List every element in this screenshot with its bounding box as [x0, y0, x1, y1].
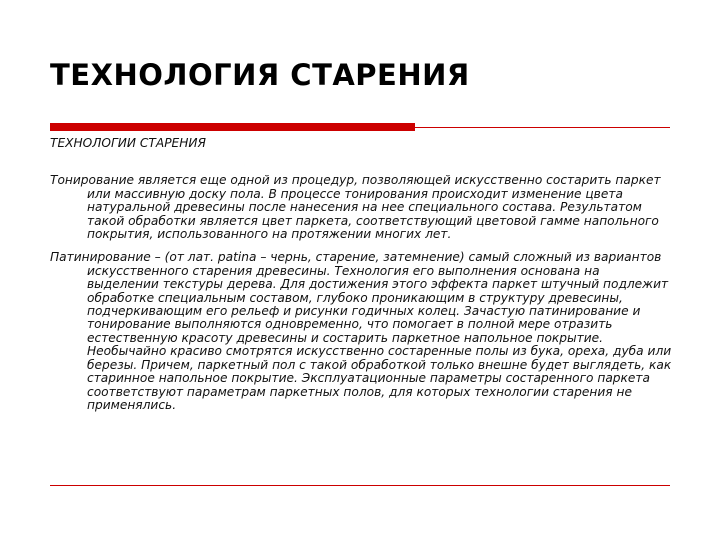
paragraph-patination: Патинирование – (от лат. patina – чернь, старение, затемнение) самый сложный из вариантов искусственного старения древесины. Технология его выполнения основана на выделении текстуры дерева. Для достижения этого эффекта паркет штучный подлежит обработке специальным составом, глубоко проникающим в структуру древесины, подчеркивающим его рельеф и рисунки годичных колец. Зачастую патинирование и тонирование выполняются одновременно, что помогает в полной мере отразить естественную красоту древесины и состарить паркетное напольное покрытие. Необычайно красиво смотрятся искусственно состаренные полы из бука, ореха, дуба или березы. Причем, паркетный пол с такой обработкой только внешне будет выглядеть, как старинное напольное покрытие. Эксплуатационные параметры состаренного паркета соответствуют параметрам паркетных полов, для которых технологии старения не применялись. — [50, 250, 672, 412]
slide-title: ТЕХНОЛОГИЯ СТАРЕНИЯ — [50, 58, 470, 92]
bottom-divider — [50, 485, 670, 486]
slide-content — [50, 137, 675, 412]
paragraph-toning: Тонирование является еще одной из процедур, позволяющей искусственно состарить паркет или массивную доску пола. В процессе тонирования происходит изменение цвета натуральной древесины после нанесения на нее специального состава. Результатом такой обработки является цвет паркета, соответствующий цветовой гамме напольного покрытия, использованного на протяжении многих лет. — [50, 173, 661, 242]
title-underline-bar — [50, 123, 415, 131]
slide-subtitle: ТЕХНОЛОГИИ СТАРЕНИЯ — [50, 136, 206, 150]
title-underline — [50, 123, 670, 131]
title-underline-line — [415, 127, 670, 128]
